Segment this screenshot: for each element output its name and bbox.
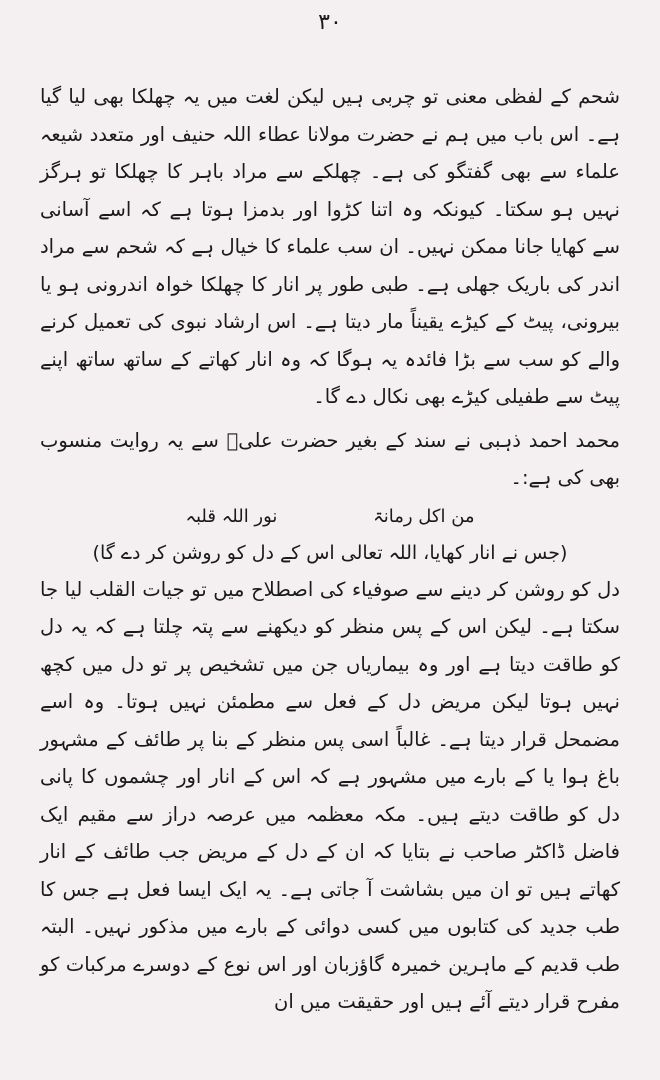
paragraph-narration: محمد احمد ذہبی نے سند کے بغیر حضرت علیؓ سے یہ روایت منسوب بھی کی ہے:۔ — [40, 428, 620, 489]
quote-translation: (جس نے انار کھایا، اللہ تعالی اس کے دل کو روشن کر دے گا) — [92, 541, 568, 564]
page-number: ۳۰ — [318, 10, 342, 35]
arabic-quote-part1: من اکل رمانۃ — [373, 505, 475, 527]
page-content — [40, 78, 620, 1021]
arabic-quote-part2: نور اللہ قلبہ — [185, 505, 278, 527]
paragraph-heart-strength: دل کو روشن کر دینے سے صوفیاء کی اصطلاح میں تو جیات القلب لیا جا سکتا ہے۔ لیکن اس کے پس منظر کو دیکھنے سے پتہ چلتا ہے کہ یہ دل کو طاقت دیتا ہے اور وہ بیماریاں جن میں تشخیص پر تو دل میں کچھ نہیں ہوتا لیکن مریض دل کے فعل سے مطمئن نہیں ہوتا۔ وہ اسے مضمحل قرار دیتا ہے۔ غالباً اسی پس منظر کے بنا پر طائف کے مشہور باغ ہوا یا کے بارے میں مشہور ہے کہ اس کے انار اور چشموں کا پانی دل کو طاقت دیتے ہیں۔ مکہ معظمہ میں عرصہ دراز سے مقیم ایک فاضل ڈاکٹر صاحب نے بتایا کہ ان کے دل کے مریض جب طائف کے انار کھاتے ہیں تو ان میں بشاشت آ جاتی ہے۔ یہ ایک ایسا فعل ہے جس کا طب جدید کی کتابوں میں کسی دوائی کے بارے میں مذکور نہیں۔ البتہ طب قدیم کے ماہرین خمیرہ گاؤزبان اور اس نوع کے دوسرے مرکبات کو مفرح قرار دیتے آئے ہیں اور حقیقت میں ان — [40, 577, 620, 1013]
paragraph-shahm-meaning: شحم کے لفظی معنی تو چربی ہیں لیکن لغت میں یہ چھلکا بھی لیا گیا ہے۔ اس باب میں ہم نے حضرت مولانا عطاء اللہ حنیف اور متعدد شیعہ علماء سے بھی گفتگو کی ہے۔ چھلکے سے مراد باہر کا چھلکا تو ہرگز نہیں ہو سکتا۔ کیونکہ وہ اتنا کڑوا اور بدمزا ہوتا ہے کہ اسے آسانی سے کھایا جانا ممکن نہیں۔ ان سب علماء کا خیال ہے کہ شحم سے مراد اندر کی باریک جھلی ہے۔ طبی طور پر انار کا چھلکا خواہ اندرونی ہو یا بیرونی، پیٹ کے کیڑے یقیناً مار دیتا ہے۔ اس ارشاد نبوی کی تعمیل کرنے والے کو سب سے بڑا فائدہ یہ ہوگا کہ وہ انار کھاتے کے ساتھ ساتھ اپنے پیٹ سے طفیلی کیڑے بھی نکال دے گا۔ — [40, 85, 620, 408]
arabic-quote — [40, 499, 620, 535]
